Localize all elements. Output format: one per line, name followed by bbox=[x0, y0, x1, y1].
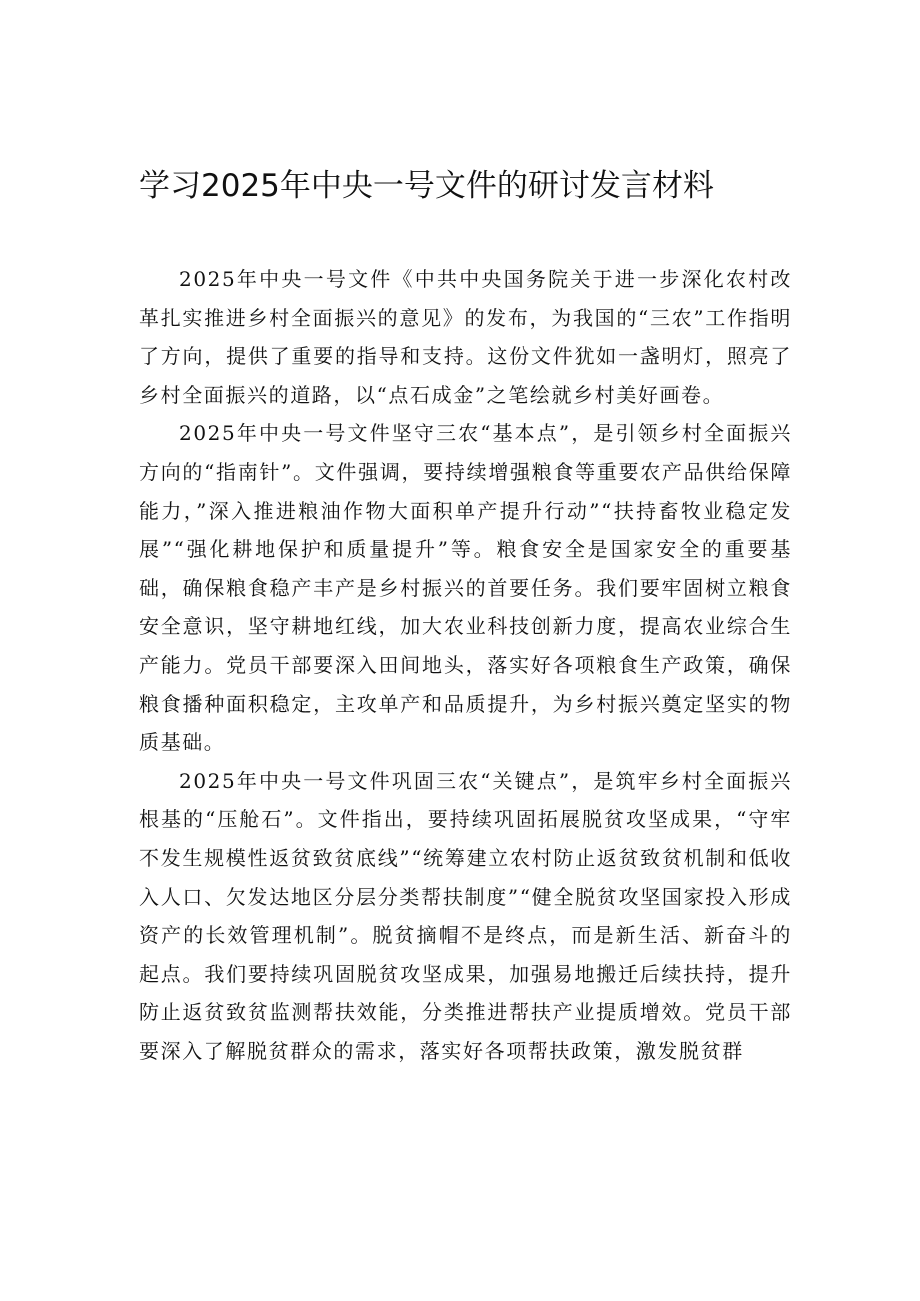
paragraph-grain-security: 2025年中央一号文件坚守三农“基本点”，是引领乡村全面振兴方向的“指南针”。文件强调，要持续增强粮食等重要农产品供给保障能力，”深入推进粮油作物大面积单产提升行动”“扶持畜牧业稳定发展”“强化耕地保护和质量提升”等。粮食安全是国家安全的重要基础，确保粮食稳产丰产是乡村振兴的首要任务。我们要牢固树立粮食安全意识，坚守耕地红线，加大农业科技创新力度，提高农业综合生产能力。党员干部要深入田间地头，落实好各项粮食生产政策，确保粮食播种面积稳定，主攻单产和品质提升，为乡村振兴奠定坚实的物质基础。 bbox=[139, 421, 792, 755]
document-title: 学习2025年中央一号文件的研讨发言材料 bbox=[139, 168, 714, 204]
document-body bbox=[139, 260, 792, 1070]
paragraph-intro: 2025年中央一号文件《中共中央国务院关于进一步深化农村改革扎实推进乡村全面振兴的意见》的发布，为我国的“三农”工作指明了方向，提供了重要的指导和支持。这份文件犹如一盏明灯，照亮了乡村全面振兴的道路，以“点石成金”之笔绘就乡村美好画卷。 bbox=[139, 267, 792, 407]
paragraph-poverty-alleviation: 2025年中央一号文件巩固三农“关键点”，是筑牢乡村全面振兴根基的“压舱石”。文件指出，要持续巩固拓展脱贫攻坚成果，“守牢不发生规模性返贫致贫底线”“统筹建立农村防止返贫致贫机制和低收入人口、欠发达地区分层分类帮扶制度”“健全脱贫攻坚国家投入形成资产的长效管理机制”。脱贫摘帽不是终点，而是新生活、新奋斗的起点。我们要持续巩固脱贫攻坚成果，加强易地搬迁后续扶持，提升防止返贫致贫监测帮扶效能，分类推进帮扶产业提质增效。党员干部要深入了解脱贫群众的需求，落实好各项帮扶政策，激发脱贫群 bbox=[139, 768, 792, 1063]
